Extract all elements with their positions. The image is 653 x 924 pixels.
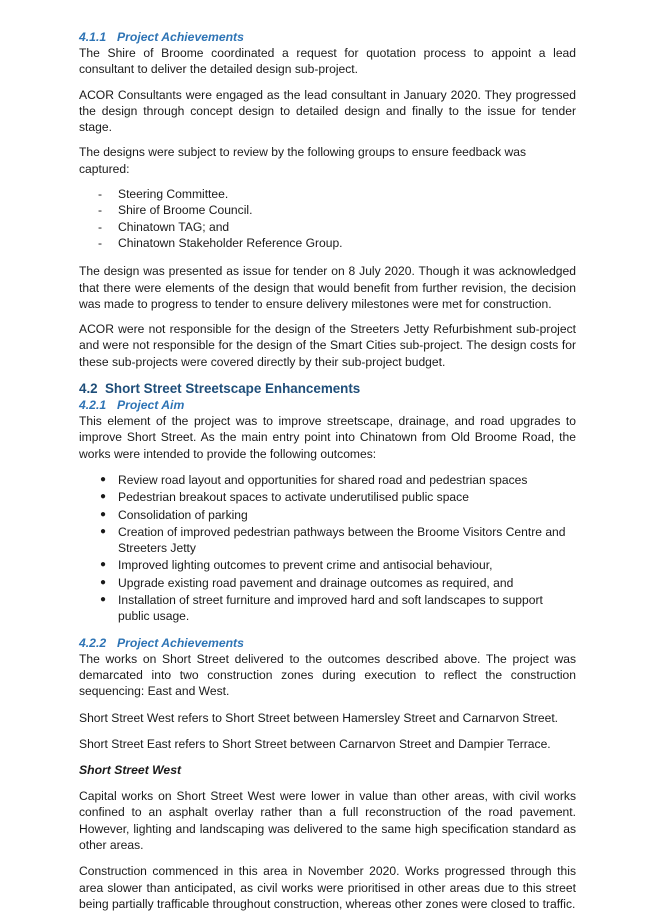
paragraph: Short Street West refers to Short Street between Hamersley Street and Carnarvon Street.	[79, 710, 559, 725]
dash-marker: -	[98, 187, 103, 202]
outcomes-list	[79, 472, 576, 625]
heading-number: 4.2.1	[79, 398, 107, 413]
bullet-icon: ●	[100, 576, 107, 588]
list-item: ● Creation of improved pedestrian pathways between the Broome Visitors Centre and Streeters Jetty	[100, 524, 566, 556]
dash-marker: -	[98, 203, 103, 218]
paragraph: ACOR were not responsible for the design of the Streeters Jetty Refurbishment sub-project and were not responsible for the design of the Smart Cities sub-project. The design costs for these sub-projects were covered directly by their sub-project budget.	[79, 322, 576, 369]
heading-number: 4.2	[79, 381, 98, 397]
paragraph: Capital works on Short Street West were lower in value than other areas, with civil works confined to an asphalt overlay rather than a full reconstruction of the road pavement. However, lighting and landscaping was delivered to the same high specification standard as other areas.	[79, 789, 576, 852]
paragraph: The works on Short Street delivered to the outcomes described above. The project was demarcated into two construction zones during execution to reflect the construction sequencing: East and West.	[79, 651, 576, 699]
bullet-icon: ●	[100, 594, 107, 606]
list-item: ● Pedestrian breakout spaces to activate underutilised public space	[100, 490, 469, 505]
bullet-icon: ●	[100, 508, 107, 520]
paragraph: The designs were subject to review by the following groups to ensure feedback was captured:	[79, 145, 527, 176]
heading-number: 4.1.1	[79, 30, 107, 44]
review-groups-list	[79, 186, 576, 251]
bullet-icon: ●	[100, 559, 107, 571]
heading-title: Project Achievements	[117, 635, 244, 650]
subheading-short-street-west: Short Street West	[79, 763, 182, 778]
paragraph: Short Street East refers to Short Street between Carnarvon Street and Dampier Terrace.	[79, 736, 551, 751]
paragraph: The design was presented as issue for tender on 8 July 2020. Though it was acknowledged that there were elements of the design that would benefit from further revision, the decision was made to progress to tender to ensure delivery milestones were met for construction.	[79, 264, 576, 311]
bullet-icon: ●	[100, 525, 107, 537]
heading-4-2-2	[79, 635, 576, 651]
paragraph: ACOR Consultants were engaged as the lead consultant in January 2020. They progressed the design through concept design to detailed design and finally to the issue for tender stage.	[79, 87, 576, 135]
list-item: - Chinatown TAG; and	[98, 219, 230, 234]
heading-4-2	[79, 380, 576, 397]
dash-marker: -	[98, 219, 103, 234]
heading-title: Project Achievements	[117, 30, 244, 44]
heading-4-1-1	[79, 29, 576, 45]
list-item: - Chinatown Stakeholder Reference Group.	[98, 235, 343, 250]
list-item: ● Installation of street furniture and improved hard and soft landscapes to support public usage.	[100, 593, 543, 624]
list-item: ● Consolidation of parking	[100, 507, 248, 522]
heading-4-2-1	[79, 397, 576, 413]
list-item: ● Review road layout and opportunities for shared road and pedestrian spaces	[100, 472, 528, 487]
list-item: ● Improved lighting outcomes to prevent crime and antisocial behaviour,	[100, 558, 493, 573]
heading-title: Short Street Streetscape Enhancements	[105, 381, 361, 397]
list-item: ● Upgrade existing road pavement and drainage outcomes as required, and	[100, 575, 514, 590]
paragraph: Construction commenced in this area in November 2020. Works progressed through this area slower than anticipated, as civil works were prioritised in other areas due to this street being partially trafficable throughout construction, whereas other zones were closed to traffic.	[79, 864, 576, 911]
list-item: - Steering Committee.	[98, 187, 229, 202]
paragraph: This element of the project was to improve streetscape, drainage, and road upgrades to improve Short Street. As the main entry point into Chinatown from Old Broome Road, the works were intended to provide the following outcomes:	[79, 414, 576, 461]
bullet-icon: ●	[100, 473, 107, 485]
heading-title: Project Aim	[117, 398, 185, 413]
bullet-icon: ●	[100, 491, 107, 503]
list-item: - Shire of Broome Council.	[98, 203, 253, 218]
dash-marker: -	[98, 235, 103, 250]
document-page	[79, 29, 576, 912]
heading-number: 4.2.2	[79, 635, 107, 650]
paragraph: The Shire of Broome coordinated a request for quotation process to appoint a lead consultant to deliver the detailed design sub-project.	[79, 46, 576, 77]
